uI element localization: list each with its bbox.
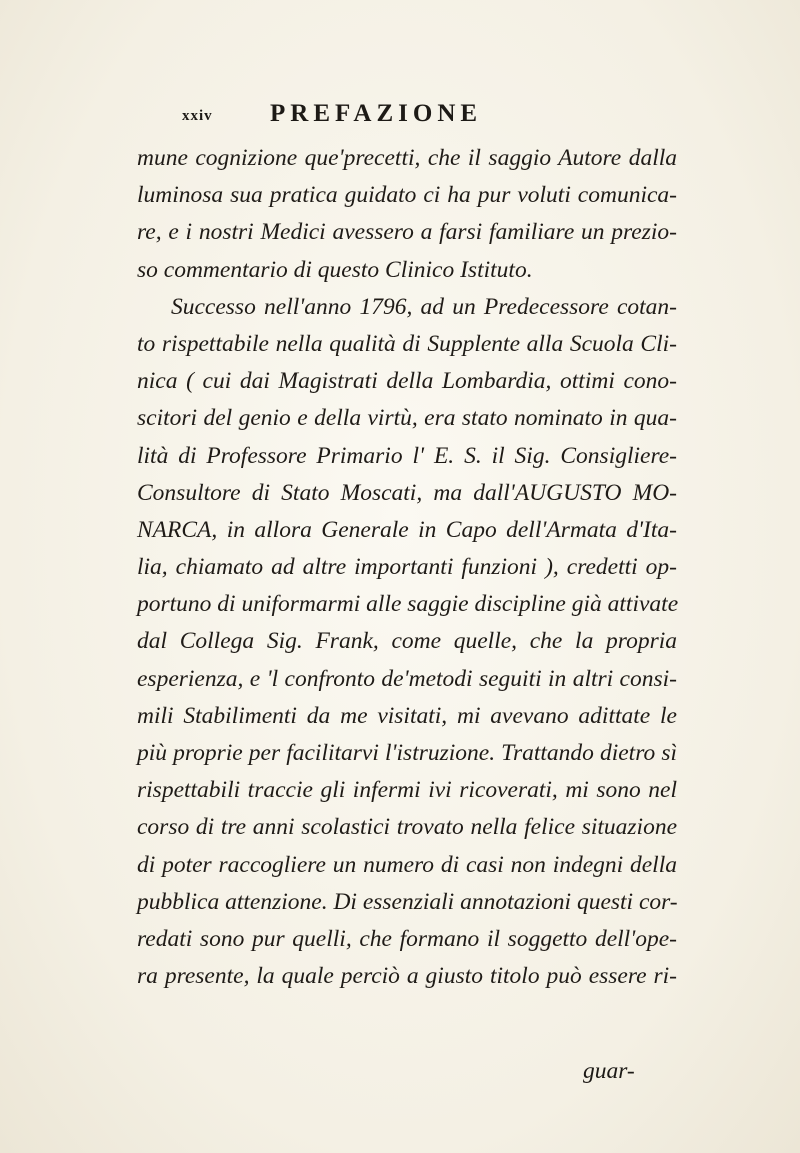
catchword: guar- bbox=[583, 1058, 635, 1084]
running-title: PREFAZIONE bbox=[270, 100, 483, 127]
text-line: mune cognizione que'precetti, che il saggio Autore dalla bbox=[137, 145, 677, 171]
page-header bbox=[160, 100, 640, 134]
text-line: corso di tre anni scolastici trovato nella felice situazione bbox=[137, 814, 677, 841]
text-line: pubblica attenzione. Di essenziali annotazioni questi cor- bbox=[137, 888, 678, 915]
text-line: Consultore di Stato Moscati, ma dall'AUGUSTO MO- bbox=[137, 479, 677, 506]
text-line: esperienza, e 'l confronto de'metodi seguiti in altri consi- bbox=[137, 665, 677, 692]
text-line: mili Stabilimenti da me visitati, mi avevano adittate le bbox=[137, 702, 677, 729]
text-line: lità di Professore Primario l' E. S. il Sig. Consigliere- bbox=[137, 442, 677, 469]
text-line: nica ( cui dai Magistrati della Lombardia, ottimi cono- bbox=[137, 368, 677, 395]
text-line: so commentario di questo Clinico Istituto. bbox=[137, 256, 533, 283]
text-line: più proprie per facilitarvi l'istruzione. Trattando dietro sì bbox=[137, 740, 677, 766]
text-line: Successo nell'anno 1796, ad un Predecessore cotan- bbox=[171, 293, 677, 320]
text-line: rispettabili traccie gli infermi ivi ricoverati, mi sono nel bbox=[137, 777, 677, 804]
text-line: re, e i nostri Medici avessero a farsi familiare un prezio- bbox=[137, 219, 677, 246]
page-number: xxiv bbox=[182, 108, 213, 124]
text-line: redati sono pur quelli, che formano il soggetto dell'ope- bbox=[137, 925, 677, 952]
text-line: luminosa sua pratica guidato ci ha pur voluti comunica- bbox=[137, 182, 677, 209]
text-line: di poter raccogliere un numero di casi non indegni della bbox=[137, 851, 677, 878]
body-text bbox=[137, 140, 677, 995]
text-line: NARCA, in allora Generale in Capo dell'Armata d'Ita- bbox=[137, 516, 677, 543]
text-line: portuno di uniformarmi alle saggie discipline già attivate bbox=[137, 591, 679, 618]
text-line: dal Collega Sig. Frank, come quelle, che la propria bbox=[137, 628, 677, 655]
text-line: ra presente, la quale perciò a giusto titolo può essere ri- bbox=[137, 963, 677, 990]
text-line: lia, chiamato ad altre importanti funzioni ), credetti op- bbox=[137, 554, 677, 581]
text-line: scitori del genio e della virtù, era stato nominato in qua- bbox=[137, 405, 677, 432]
text-line: to rispettabile nella qualità di Supplente alla Scuola Cli- bbox=[137, 330, 677, 357]
